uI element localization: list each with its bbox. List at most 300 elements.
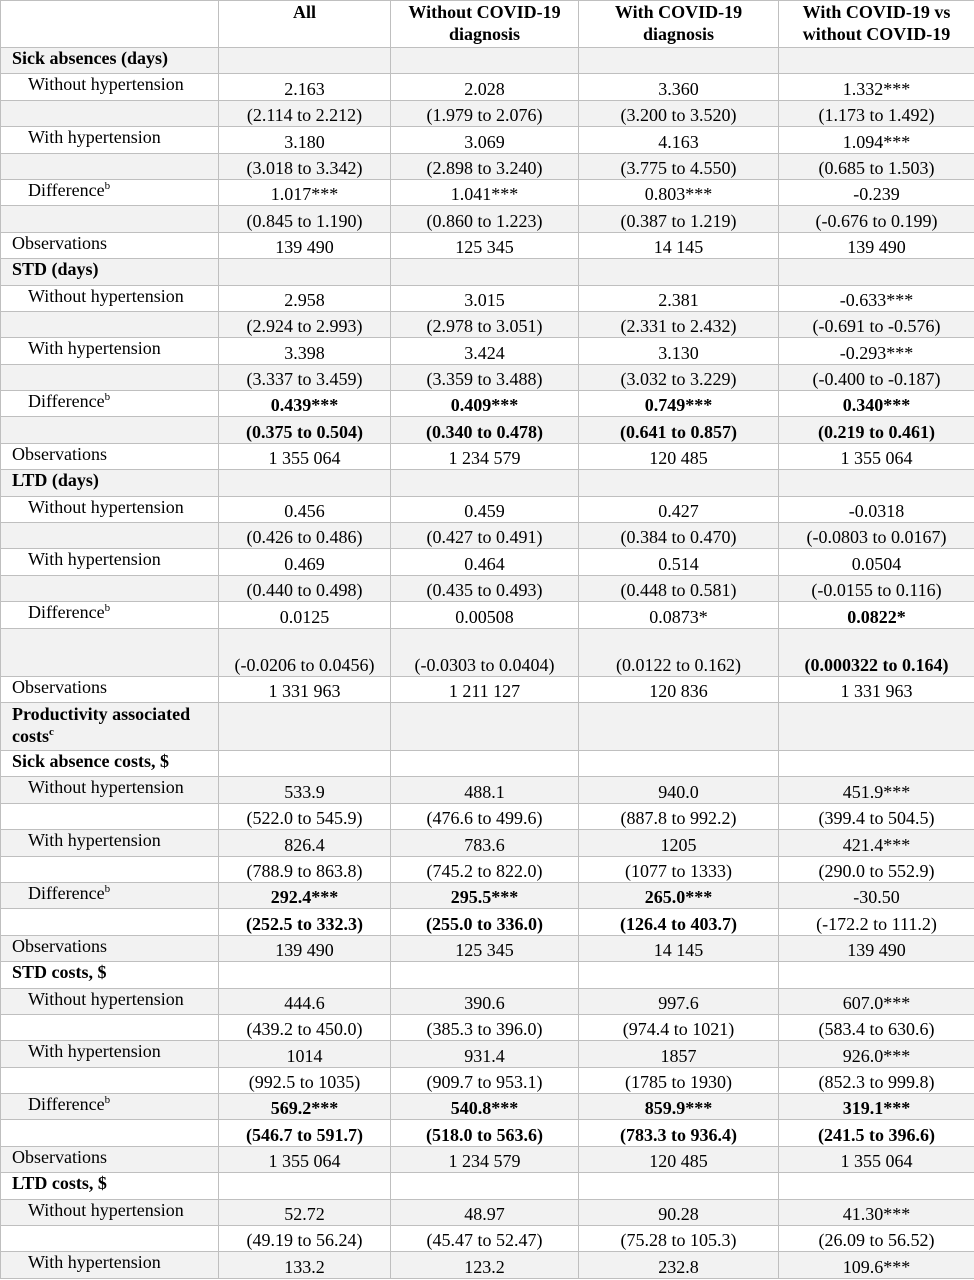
footnote-marker: b xyxy=(104,602,111,615)
cell-with-covid: (0.384 to 0.470) xyxy=(579,523,779,549)
cell-covid-comparison: (-172.2 to 111.2) xyxy=(779,909,974,935)
cell-with-covid xyxy=(579,48,779,74)
row-label-text: Observations xyxy=(12,443,107,464)
cell-with-covid: 4.163 xyxy=(579,127,779,153)
confidence-interval-row xyxy=(1,364,974,390)
cell-all: 1 355 064 xyxy=(219,1146,391,1172)
cell-without-covid: (518.0 to 563.6) xyxy=(391,1120,579,1146)
row-label-text: With hypertension xyxy=(28,1041,161,1062)
cell-all: 569.2*** xyxy=(219,1094,391,1120)
table-row xyxy=(1,285,974,311)
cell-with-covid xyxy=(579,259,779,285)
cell-with-covid: 14 145 xyxy=(579,935,779,961)
table-row xyxy=(1,391,974,417)
cell-covid-comparison: (399.4 to 504.5) xyxy=(779,803,974,829)
cell-all: (49.19 to 56.24) xyxy=(219,1226,391,1252)
cell-with-covid: 0.803*** xyxy=(579,179,779,205)
table-row xyxy=(1,179,974,205)
cell-covid-comparison: (-0.691 to -0.576) xyxy=(779,311,974,337)
cell-covid-comparison: -0.633*** xyxy=(779,285,974,311)
cell-covid-comparison: 1 331 963 xyxy=(779,676,974,702)
cell-all xyxy=(219,48,391,74)
confidence-interval-row xyxy=(1,628,974,676)
cell-covid-comparison xyxy=(779,259,974,285)
cell-covid-comparison: (852.3 to 999.8) xyxy=(779,1067,974,1093)
cell-without-covid: (0.340 to 0.478) xyxy=(391,417,579,443)
row-label xyxy=(1,127,219,153)
cell-all: (788.9 to 863.8) xyxy=(219,856,391,882)
cell-all: 1 331 963 xyxy=(219,676,391,702)
cell-covid-comparison: (583.4 to 630.6) xyxy=(779,1014,974,1040)
cell-covid-comparison: (0.685 to 1.503) xyxy=(779,153,974,179)
cell-without-covid: (1.979 to 2.076) xyxy=(391,100,579,126)
cell-covid-comparison: 1 355 064 xyxy=(779,1146,974,1172)
row-label xyxy=(1,311,219,337)
cell-all: (0.845 to 1.190) xyxy=(219,206,391,232)
row-label-text: With hypertension xyxy=(28,1252,161,1273)
cell-without-covid: 1 211 127 xyxy=(391,676,579,702)
cell-without-covid: 48.97 xyxy=(391,1199,579,1225)
cell-with-covid: 232.8 xyxy=(579,1252,779,1278)
cell-all: (0.440 to 0.498) xyxy=(219,575,391,601)
confidence-interval-row xyxy=(1,1014,974,1040)
section-row xyxy=(1,702,974,750)
cell-covid-comparison xyxy=(779,1173,974,1199)
section-title xyxy=(1,1173,219,1199)
row-label xyxy=(1,338,219,364)
row-label-text: Sick absence costs, $ xyxy=(12,750,169,771)
row-label xyxy=(1,523,219,549)
cell-covid-comparison: (241.5 to 396.6) xyxy=(779,1120,974,1146)
cell-all: 0.439*** xyxy=(219,391,391,417)
cell-with-covid: (0.0122 to 0.162) xyxy=(579,628,779,676)
row-label xyxy=(1,364,219,390)
row-label-text: With hypertension xyxy=(28,549,161,570)
cell-without-covid: 1.041*** xyxy=(391,179,579,205)
cell-without-covid xyxy=(391,470,579,496)
confidence-interval-row xyxy=(1,1120,974,1146)
table-row xyxy=(1,496,974,522)
section-row xyxy=(1,962,974,988)
row-label xyxy=(1,74,219,100)
section-title xyxy=(1,259,219,285)
footnote-marker: b xyxy=(104,1094,111,1107)
cell-with-covid: 0.427 xyxy=(579,496,779,522)
row-label-text: With hypertension xyxy=(28,127,161,148)
cell-without-covid: 390.6 xyxy=(391,988,579,1014)
cell-with-covid xyxy=(579,1173,779,1199)
row-label-text: Difference xyxy=(28,602,105,623)
row-label-text: Difference xyxy=(28,179,105,200)
cell-with-covid: (3.032 to 3.229) xyxy=(579,364,779,390)
cell-with-covid xyxy=(579,470,779,496)
row-label xyxy=(1,232,219,258)
cell-all: (2.114 to 2.212) xyxy=(219,100,391,126)
cell-all xyxy=(219,702,391,750)
footnote-marker: b xyxy=(104,882,111,895)
row-label xyxy=(1,496,219,522)
cell-with-covid: (0.448 to 0.581) xyxy=(579,575,779,601)
table-row xyxy=(1,988,974,1014)
observations-row xyxy=(1,935,974,961)
row-label-text: LTD costs, $ xyxy=(12,1173,107,1194)
row-label-text: Without hypertension xyxy=(28,74,184,95)
cell-all: 1014 xyxy=(219,1041,391,1067)
cell-covid-comparison: (-0.0803 to 0.0167) xyxy=(779,523,974,549)
cell-covid-comparison: -0.0318 xyxy=(779,496,974,522)
cell-without-covid: 125 345 xyxy=(391,232,579,258)
confidence-interval-row xyxy=(1,417,974,443)
section-title xyxy=(1,48,219,74)
cell-with-covid: (2.331 to 2.432) xyxy=(579,311,779,337)
cell-all: (252.5 to 332.3) xyxy=(219,909,391,935)
row-label xyxy=(1,935,219,961)
row-label xyxy=(1,391,219,417)
cell-all: 1 355 064 xyxy=(219,443,391,469)
cell-without-covid xyxy=(391,962,579,988)
header-cell-without-covid: Without COVID-19 diagnosis xyxy=(391,1,579,48)
row-label xyxy=(1,777,219,803)
footnote-marker: b xyxy=(104,391,111,404)
cell-without-covid: 3.015 xyxy=(391,285,579,311)
cell-without-covid: 488.1 xyxy=(391,777,579,803)
cell-covid-comparison: 0.340*** xyxy=(779,391,974,417)
confidence-interval-row xyxy=(1,523,974,549)
cell-with-covid: (1077 to 1333) xyxy=(579,856,779,882)
cell-without-covid: (0.435 to 0.493) xyxy=(391,575,579,601)
cell-covid-comparison: 421.4*** xyxy=(779,830,974,856)
observations-row xyxy=(1,443,974,469)
cell-without-covid xyxy=(391,259,579,285)
cell-all: (992.5 to 1035) xyxy=(219,1067,391,1093)
section-row xyxy=(1,470,974,496)
cell-all: 2.958 xyxy=(219,285,391,311)
cell-without-covid: (255.0 to 336.0) xyxy=(391,909,579,935)
section-row xyxy=(1,1173,974,1199)
row-label-text: Difference xyxy=(28,391,105,412)
table-row xyxy=(1,127,974,153)
cell-without-covid: (2.978 to 3.051) xyxy=(391,311,579,337)
row-label xyxy=(1,1067,219,1093)
cell-covid-comparison xyxy=(779,750,974,776)
row-label-text: Difference xyxy=(28,882,105,903)
cell-with-covid: 0.514 xyxy=(579,549,779,575)
cell-all: (3.018 to 3.342) xyxy=(219,153,391,179)
row-label-text: Productivity associated costs xyxy=(12,703,191,746)
confidence-interval-row xyxy=(1,909,974,935)
section-title xyxy=(1,962,219,988)
cell-with-covid: (887.8 to 992.2) xyxy=(579,803,779,829)
cell-without-covid xyxy=(391,1173,579,1199)
cell-without-covid xyxy=(391,702,579,750)
cell-without-covid xyxy=(391,48,579,74)
row-label-text: Without hypertension xyxy=(28,777,184,798)
cell-covid-comparison: -0.239 xyxy=(779,179,974,205)
confidence-interval-row xyxy=(1,153,974,179)
cell-covid-comparison: (1.173 to 1.492) xyxy=(779,100,974,126)
cell-without-covid: (385.3 to 396.0) xyxy=(391,1014,579,1040)
cell-all: 444.6 xyxy=(219,988,391,1014)
row-label xyxy=(1,206,219,232)
table-row xyxy=(1,1252,974,1278)
row-label-text: Observations xyxy=(12,935,107,956)
cell-covid-comparison: 607.0*** xyxy=(779,988,974,1014)
cell-without-covid xyxy=(391,750,579,776)
row-label xyxy=(1,549,219,575)
table-row xyxy=(1,882,974,908)
cell-without-covid: 125 345 xyxy=(391,935,579,961)
confidence-interval-row xyxy=(1,311,974,337)
cell-all: 0.469 xyxy=(219,549,391,575)
row-label xyxy=(1,153,219,179)
cell-covid-comparison: -30.50 xyxy=(779,882,974,908)
cell-without-covid: 123.2 xyxy=(391,1252,579,1278)
cell-all: (546.7 to 591.7) xyxy=(219,1120,391,1146)
row-label xyxy=(1,909,219,935)
table-row xyxy=(1,1199,974,1225)
confidence-interval-row xyxy=(1,206,974,232)
cell-covid-comparison: (-0.676 to 0.199) xyxy=(779,206,974,232)
cell-covid-comparison: 1 355 064 xyxy=(779,443,974,469)
row-label-text: STD costs, $ xyxy=(12,962,107,983)
confidence-interval-row xyxy=(1,1226,974,1252)
cell-covid-comparison: (0.000322 to 0.164) xyxy=(779,628,974,676)
cell-with-covid: (974.4 to 1021) xyxy=(579,1014,779,1040)
row-label-text: STD (days) xyxy=(12,259,99,280)
cell-without-covid: 540.8*** xyxy=(391,1094,579,1120)
row-label-text: Without hypertension xyxy=(28,1199,184,1220)
cell-without-covid: 0.409*** xyxy=(391,391,579,417)
table-row xyxy=(1,1041,974,1067)
cell-all: 0.456 xyxy=(219,496,391,522)
section-title xyxy=(1,702,219,750)
table-row xyxy=(1,74,974,100)
cell-all: (3.337 to 3.459) xyxy=(219,364,391,390)
row-label xyxy=(1,676,219,702)
row-label xyxy=(1,602,219,628)
section-row xyxy=(1,259,974,285)
cell-with-covid: (0.387 to 1.219) xyxy=(579,206,779,232)
cell-all: (0.426 to 0.486) xyxy=(219,523,391,549)
cell-with-covid: (783.3 to 936.4) xyxy=(579,1120,779,1146)
observations-row xyxy=(1,232,974,258)
row-label xyxy=(1,1041,219,1067)
row-label xyxy=(1,856,219,882)
row-label xyxy=(1,1199,219,1225)
cell-with-covid: (75.28 to 105.3) xyxy=(579,1226,779,1252)
cell-all: 133.2 xyxy=(219,1252,391,1278)
table-body xyxy=(1,1,974,1279)
cell-covid-comparison: 139 490 xyxy=(779,935,974,961)
cell-with-covid: 120 485 xyxy=(579,1146,779,1172)
row-label xyxy=(1,575,219,601)
cell-with-covid: (126.4 to 403.7) xyxy=(579,909,779,935)
header-row xyxy=(1,1,974,48)
cell-all xyxy=(219,750,391,776)
cell-with-covid: (1785 to 1930) xyxy=(579,1067,779,1093)
cell-without-covid: (2.898 to 3.240) xyxy=(391,153,579,179)
row-label xyxy=(1,1226,219,1252)
cell-all: (522.0 to 545.9) xyxy=(219,803,391,829)
table-row xyxy=(1,338,974,364)
cell-covid-comparison xyxy=(779,48,974,74)
section-row xyxy=(1,48,974,74)
row-label-text: Without hypertension xyxy=(28,988,184,1009)
cell-with-covid: 0.749*** xyxy=(579,391,779,417)
cell-covid-comparison: 139 490 xyxy=(779,232,974,258)
header-cell-all: All xyxy=(219,1,391,48)
cell-covid-comparison xyxy=(779,702,974,750)
cell-with-covid: 1857 xyxy=(579,1041,779,1067)
row-label-text: With hypertension xyxy=(28,338,161,359)
cell-all: 533.9 xyxy=(219,777,391,803)
cell-covid-comparison: 0.0822* xyxy=(779,602,974,628)
observations-row xyxy=(1,1146,974,1172)
cell-all: (0.375 to 0.504) xyxy=(219,417,391,443)
section-title xyxy=(1,470,219,496)
row-label xyxy=(1,443,219,469)
cell-all: 52.72 xyxy=(219,1199,391,1225)
cell-without-covid: 1 234 579 xyxy=(391,443,579,469)
cell-covid-comparison: 1.094*** xyxy=(779,127,974,153)
confidence-interval-row xyxy=(1,803,974,829)
row-label xyxy=(1,100,219,126)
confidence-interval-row xyxy=(1,100,974,126)
row-label xyxy=(1,803,219,829)
cell-without-covid: 0.459 xyxy=(391,496,579,522)
row-label-text: Sick absences (days) xyxy=(12,48,169,68)
header-cell-label xyxy=(1,1,219,48)
cell-covid-comparison xyxy=(779,962,974,988)
row-label-text: Observations xyxy=(12,1146,107,1167)
cell-all xyxy=(219,1173,391,1199)
observations-row xyxy=(1,676,974,702)
cell-with-covid: (3.200 to 3.520) xyxy=(579,100,779,126)
row-label xyxy=(1,285,219,311)
cell-with-covid xyxy=(579,702,779,750)
cell-with-covid: (0.641 to 0.857) xyxy=(579,417,779,443)
cell-covid-comparison: (0.219 to 0.461) xyxy=(779,417,974,443)
row-label xyxy=(1,830,219,856)
cell-with-covid: 859.9*** xyxy=(579,1094,779,1120)
cell-covid-comparison: (26.09 to 56.52) xyxy=(779,1226,974,1252)
row-label xyxy=(1,1146,219,1172)
cell-without-covid: 1 234 579 xyxy=(391,1146,579,1172)
cell-all xyxy=(219,470,391,496)
cell-covid-comparison: 926.0*** xyxy=(779,1041,974,1067)
cell-without-covid: 3.424 xyxy=(391,338,579,364)
cell-all: (-0.0206 to 0.0456) xyxy=(219,628,391,676)
cell-all xyxy=(219,962,391,988)
header-cell-covid-comparison: With COVID-19 vs without COVID-19 xyxy=(779,1,974,48)
cell-covid-comparison: 1.332*** xyxy=(779,74,974,100)
table-row xyxy=(1,602,974,628)
cell-all: 292.4*** xyxy=(219,882,391,908)
cell-without-covid: (3.359 to 3.488) xyxy=(391,364,579,390)
cell-without-covid: (0.427 to 0.491) xyxy=(391,523,579,549)
cell-covid-comparison: 319.1*** xyxy=(779,1094,974,1120)
cell-without-covid: (0.860 to 1.223) xyxy=(391,206,579,232)
cell-all: (439.2 to 450.0) xyxy=(219,1014,391,1040)
cell-without-covid: 3.069 xyxy=(391,127,579,153)
row-label xyxy=(1,1120,219,1146)
cell-without-covid: 0.464 xyxy=(391,549,579,575)
cell-without-covid: 931.4 xyxy=(391,1041,579,1067)
row-label xyxy=(1,417,219,443)
row-label xyxy=(1,988,219,1014)
header-cell-with-covid: With COVID-19 diagnosis xyxy=(579,1,779,48)
cell-covid-comparison: 109.6*** xyxy=(779,1252,974,1278)
cell-with-covid: 2.381 xyxy=(579,285,779,311)
cell-covid-comparison: (-0.400 to -0.187) xyxy=(779,364,974,390)
cell-with-covid: 120 485 xyxy=(579,443,779,469)
cell-without-covid: (909.7 to 953.1) xyxy=(391,1067,579,1093)
table-row xyxy=(1,549,974,575)
confidence-interval-row xyxy=(1,575,974,601)
cell-with-covid: 265.0*** xyxy=(579,882,779,908)
cell-covid-comparison xyxy=(779,470,974,496)
cell-all: 1.017*** xyxy=(219,179,391,205)
cell-without-covid: (45.47 to 52.47) xyxy=(391,1226,579,1252)
cell-without-covid: (745.2 to 822.0) xyxy=(391,856,579,882)
cell-all: (2.924 to 2.993) xyxy=(219,311,391,337)
cell-with-covid: 1205 xyxy=(579,830,779,856)
cell-all: 0.0125 xyxy=(219,602,391,628)
cell-covid-comparison: 41.30*** xyxy=(779,1199,974,1225)
cell-with-covid: 3.130 xyxy=(579,338,779,364)
confidence-interval-row xyxy=(1,1067,974,1093)
row-label xyxy=(1,179,219,205)
row-label-text: LTD (days) xyxy=(12,470,99,491)
row-label-text: Without hypertension xyxy=(28,496,184,517)
cell-without-covid: 783.6 xyxy=(391,830,579,856)
cell-with-covid xyxy=(579,750,779,776)
cell-all: 139 490 xyxy=(219,232,391,258)
row-label-text: Without hypertension xyxy=(28,285,184,306)
table-row xyxy=(1,830,974,856)
cell-all: 826.4 xyxy=(219,830,391,856)
row-label xyxy=(1,1094,219,1120)
cell-all: 3.180 xyxy=(219,127,391,153)
table-row xyxy=(1,777,974,803)
cell-with-covid: 120 836 xyxy=(579,676,779,702)
cell-with-covid: 940.0 xyxy=(579,777,779,803)
row-label xyxy=(1,882,219,908)
cell-all: 2.163 xyxy=(219,74,391,100)
cell-covid-comparison: -0.293*** xyxy=(779,338,974,364)
cell-covid-comparison: (290.0 to 552.9) xyxy=(779,856,974,882)
footnote-marker: b xyxy=(104,179,111,192)
row-label-text: Observations xyxy=(12,232,107,253)
cell-without-covid: 0.00508 xyxy=(391,602,579,628)
cell-all: 139 490 xyxy=(219,935,391,961)
row-label xyxy=(1,1252,219,1278)
cell-covid-comparison: 451.9*** xyxy=(779,777,974,803)
confidence-interval-row xyxy=(1,856,974,882)
cell-with-covid xyxy=(579,962,779,988)
cell-all xyxy=(219,259,391,285)
cell-with-covid: 3.360 xyxy=(579,74,779,100)
section-title xyxy=(1,750,219,776)
cell-without-covid: 2.028 xyxy=(391,74,579,100)
section-row xyxy=(1,750,974,776)
cell-with-covid: 90.28 xyxy=(579,1199,779,1225)
cell-without-covid: 295.5*** xyxy=(391,882,579,908)
cell-with-covid: 0.0873* xyxy=(579,602,779,628)
cell-covid-comparison: 0.0504 xyxy=(779,549,974,575)
cell-without-covid: (-0.0303 to 0.0404) xyxy=(391,628,579,676)
row-label-text: Difference xyxy=(28,1094,105,1115)
